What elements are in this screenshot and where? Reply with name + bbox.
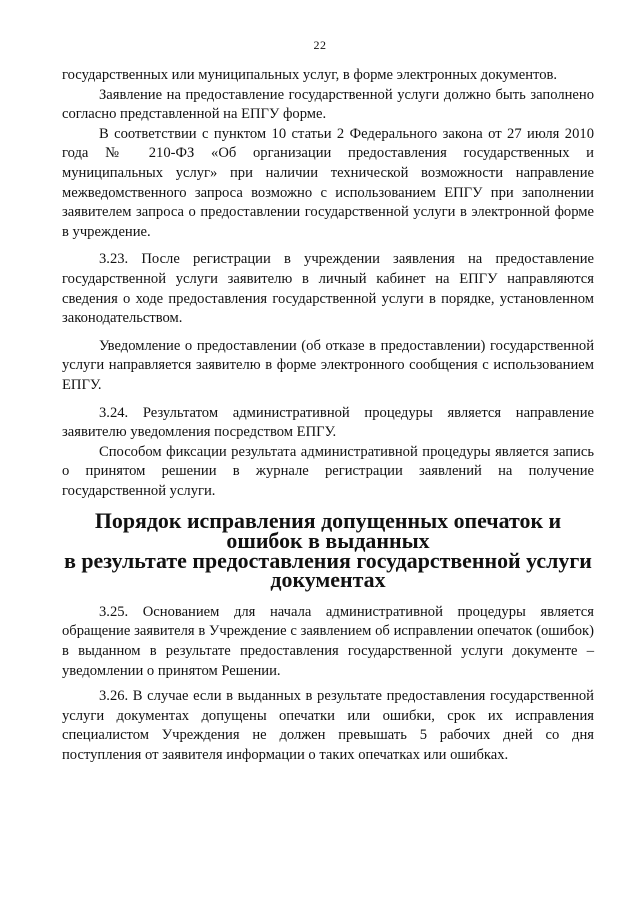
paragraph-federal-law-reference: В соответствии с пунктом 10 статьи 2 Федерального закона от 27 июля 2010 года № 210-ФЗ «Об организации предоставления государственных и муниципальных услуг» при наличии технической возможности направление межведомственного запроса возможно с использованием ЕПГУ при заполнении заявителем запроса о предоставлении государственной услуги в электронной форме в учреждение. — [62, 125, 594, 240]
paragraph-3-24: 3.24. Результатом административной процедуры является направление заявителю уведомления посредством ЕПГУ. — [62, 404, 594, 441]
page-number: 22 — [313, 38, 327, 52]
document-body — [62, 66, 594, 766]
section-heading-line-1: Порядок исправления допущенных опечаток и ошибок в выданных — [94, 508, 562, 554]
paragraph-result-recording: Способом фиксации результата административной процедуры является запись о принятом решении в журнале регистрации заявлений на получение государственной услуги. — [62, 443, 594, 499]
paragraph-notification: Уведомление о предоставлении (об отказе в предоставлении) государственной услуги направляется заявителю в форме электронного сообщения с использованием ЕПГУ. — [62, 337, 594, 393]
paragraph-3-25: 3.25. Основанием для начала административной процедуры является обращение заявителя в Учреждение с заявлением об исправлении опечаток (ошибок) в выданном в результате предоставления государственной услуги документе – уведомлении о принятом Решении. — [62, 603, 594, 679]
section-heading — [62, 508, 594, 593]
paragraph-3-23: 3.23. После регистрации в учреждении заявления на предоставление государственной услуги заявителю в личный кабинет на ЕПГУ направляются сведения о ходе предоставления государственной услуги в порядке, установленном законодательством. — [62, 251, 594, 327]
paragraph-application-form: Заявление на предоставление государственной услуги должно быть заполнено согласно представленной на ЕПГУ форме. — [62, 86, 594, 123]
paragraph-continuation: государственных или муниципальных услуг, в форме электронных документов. — [62, 67, 558, 83]
section-heading-line-2: в результате предоставления государственной услуги документах — [64, 547, 592, 593]
paragraph-3-26: 3.26. В случае если в выданных в результате предоставления государственной услуги документах допущены опечатки или ошибки, срок их исправления специалистом Учреждения не должен превышать 5 рабочих дней со дня поступления от заявителя информации о таких опечатках или ошибках. — [62, 688, 594, 763]
